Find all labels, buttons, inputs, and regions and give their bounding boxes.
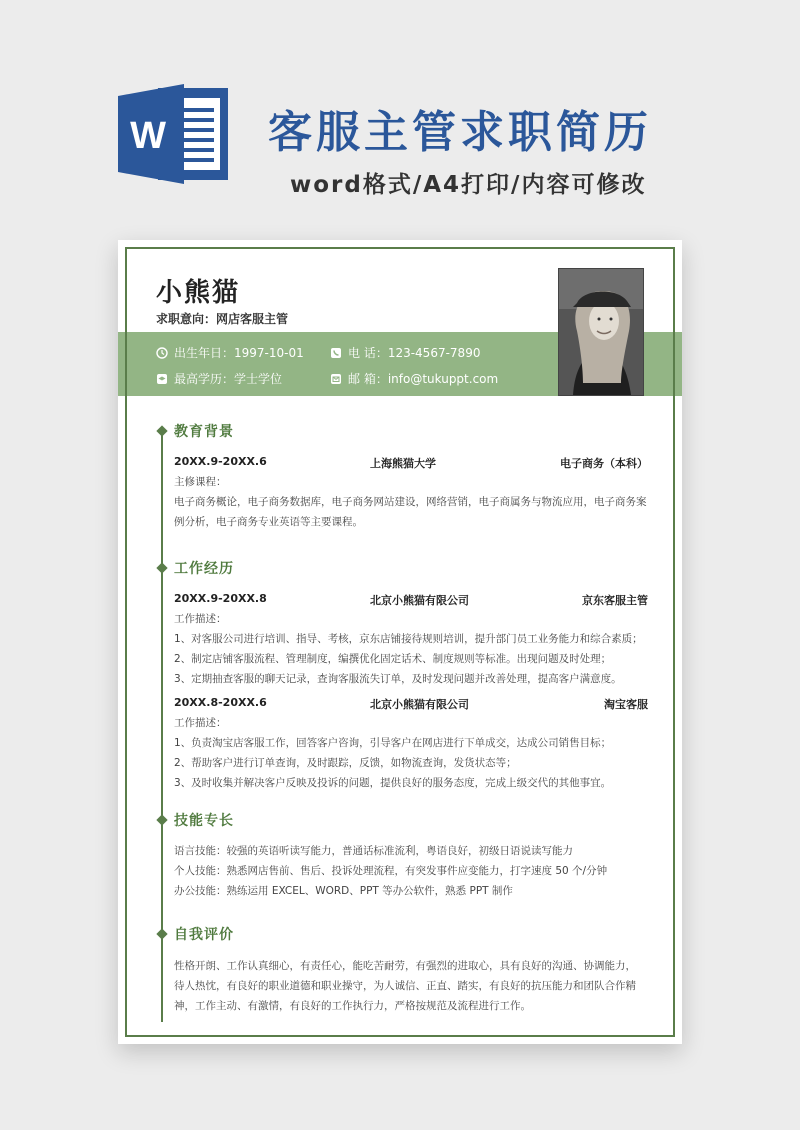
graduation-cap-icon — [156, 373, 168, 385]
birth-text: 出生年日：1997-10-01 — [174, 346, 304, 360]
resume-page — [118, 240, 682, 1044]
job-desc-label: 工作描述： — [174, 717, 227, 729]
job-desc-line: 3、及时收集并解决客户反映及投诉的问题，提供良好的服务态度，完成上级交代的其他事宜。 — [174, 777, 612, 789]
email-text: 邮 箱：info@tukuppt.com — [348, 372, 499, 386]
phone-info — [330, 344, 480, 361]
evaluation-section-title: 自我评价 — [174, 927, 234, 943]
job-period: 20XX.9-20XX.8 — [174, 592, 267, 605]
word-icon — [118, 84, 230, 184]
email-info — [330, 370, 498, 387]
mail-icon — [330, 373, 342, 385]
job-desc-label: 工作描述： — [174, 613, 227, 625]
education-courses — [174, 472, 650, 532]
job-desc-line: 2、帮助客户进行订单查询，及时跟踪，反馈，如物流查询，发货状态等； — [174, 757, 517, 769]
section-marker-icon — [156, 928, 167, 939]
job-company: 北京小熊猫有限公司 — [370, 594, 469, 607]
section-marker-icon — [156, 562, 167, 573]
job-company: 北京小熊猫有限公司 — [370, 698, 469, 711]
courses-line: 例分析，电子商务专业英语等主要课程。 — [174, 516, 363, 528]
word-icon-letter: W — [130, 115, 166, 157]
phone-icon — [330, 347, 342, 359]
section-marker-icon — [156, 425, 167, 436]
education-school: 上海熊猫大学 — [370, 457, 436, 470]
job-desc-line: 3、定期抽查客服的聊天记录，查询客服流失订单，及时发现问题并改善处理，提高客户满意度。 — [174, 673, 622, 685]
clock-icon — [156, 347, 168, 359]
banner-subtitle: word格式/A4打印/内容可修改 — [290, 172, 647, 198]
job-desc-line: 2、制定店铺客服流程、管理制度，编撰优化固定话术、制度规则等标准。出现问题及时处理； — [174, 653, 612, 665]
job-role: 京东客服主管 — [582, 594, 648, 607]
job-intent: 求职意向：网店客服主管 — [156, 312, 289, 326]
education-info — [156, 370, 282, 387]
section-marker-icon — [156, 814, 167, 825]
banner-title: 客服主管求职简历 — [268, 107, 652, 158]
skill-line: 语言技能：较强的英语听读写能力，普通话标准流利，粤语良好，初级日语说读写能力 — [174, 845, 573, 857]
job-desc-line: 1、对客服公司进行培训、指导、考核，京东店铺接待规则培训，提升部门员工业务能力和综合素质； — [174, 633, 643, 645]
evaluation-text — [174, 956, 650, 1016]
evaluation-line: 神，工作主动、有激情，有良好的工作执行力，严格按规范及流程进行工作。 — [174, 1000, 531, 1012]
job-desc-line: 1、负责淘宝店客服工作，回答客户咨询，引导客户在网店进行下单成交，达成公司销售目标； — [174, 737, 612, 749]
phone-text: 电 话：123-4567-7890 — [348, 346, 481, 360]
job-description — [174, 713, 650, 793]
job-role: 淘宝客服 — [604, 698, 648, 711]
evaluation-line: 性格开朗、工作认真细心，有责任心，能吃苦耐劳，有强烈的进取心，具有良好的沟通、协调能力， — [174, 960, 636, 972]
evaluation-line: 待人热忱，有良好的职业道德和职业操守，为人诚信、正直、踏实，有良好的抗压能力和团队合作精 — [174, 980, 636, 992]
skills-section-title: 技能专长 — [174, 813, 234, 829]
education-major: 电子商务（本科） — [560, 457, 648, 470]
skills-list — [174, 841, 650, 901]
skill-line: 个人技能：熟悉网店售前、售后、投诉处理流程，有突发事件应变能力，打字速度 50 个/分钟 — [174, 865, 608, 877]
profile-photo — [558, 268, 644, 396]
courses-line: 电子商务概论，电子商务数据库，电子商务网站建设，网络营销，电子商属务与物流应用，电子商务案 — [174, 496, 647, 508]
education-period: 20XX.9-20XX.6 — [174, 455, 267, 468]
job-description — [174, 609, 650, 689]
courses-label: 主修课程： — [174, 476, 227, 488]
education-section-title: 教育背景 — [174, 424, 234, 440]
education-text: 最高学历：学士学位 — [174, 372, 283, 386]
candidate-name: 小熊猫 — [156, 278, 241, 308]
work-section-title: 工作经历 — [174, 561, 234, 577]
job-period: 20XX.8-20XX.6 — [174, 696, 267, 709]
birth-info — [156, 344, 304, 361]
skill-line: 办公技能：熟练运用 EXCEL、WORD、PPT 等办公软件，熟悉 PPT 制作 — [174, 885, 513, 897]
